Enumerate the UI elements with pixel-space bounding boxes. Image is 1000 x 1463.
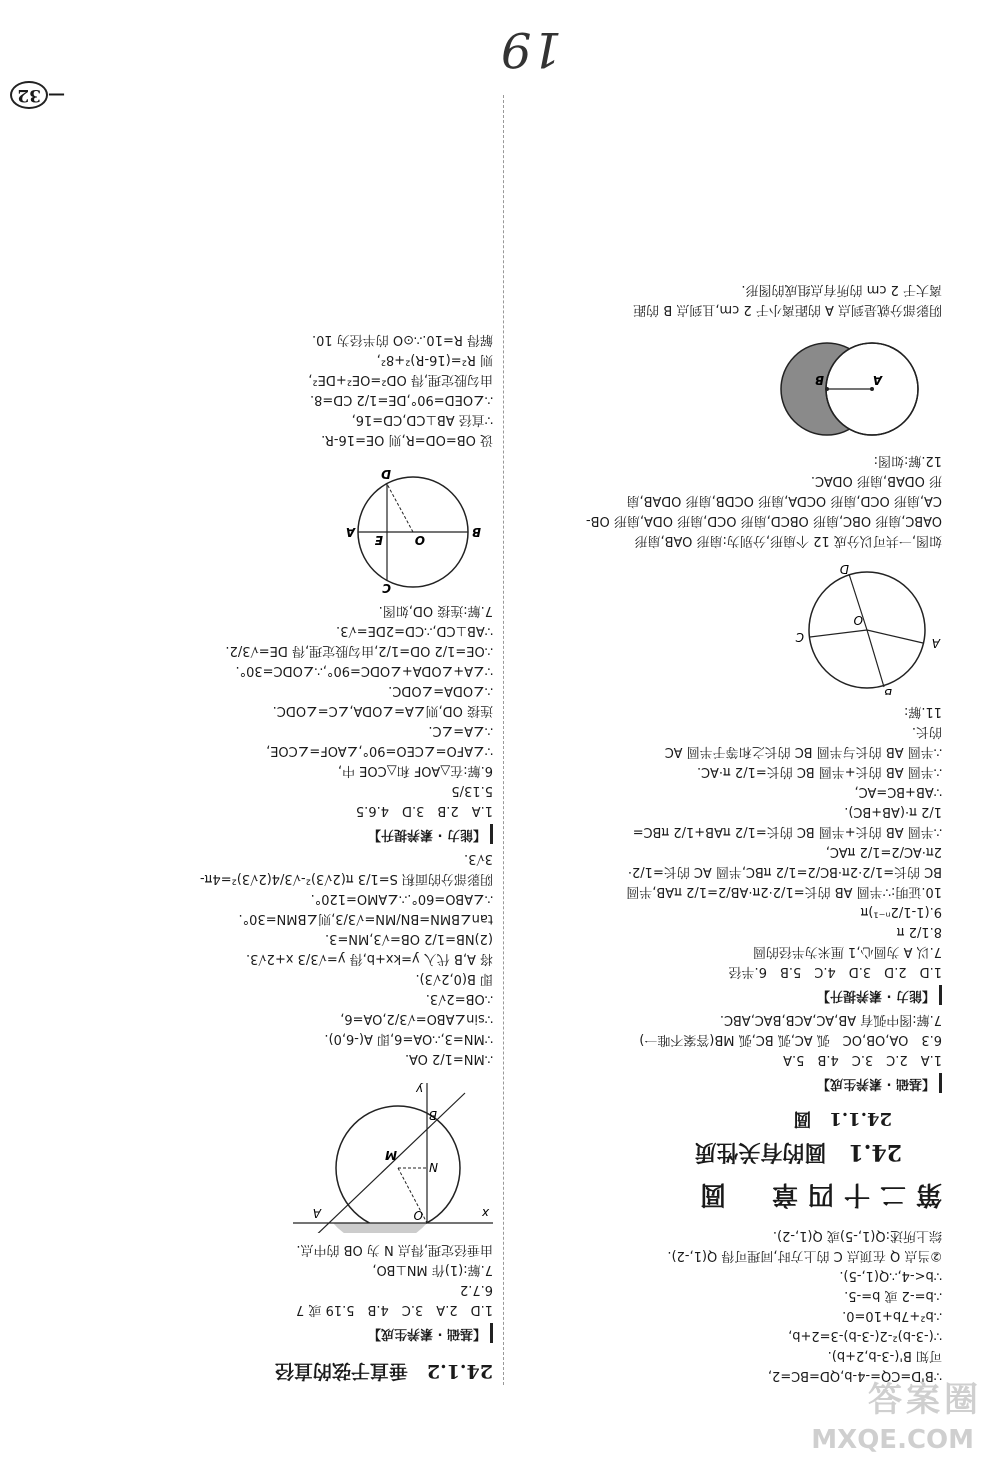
answer-line: 连接 OD,则∠A=∠ODA,∠C=∠ODC.: [272, 703, 493, 718]
tag-label: 【基础 · 素养生成】: [368, 1323, 493, 1343]
answer-line: 12.解:如图:: [873, 453, 942, 468]
answer-line: 1/2 π·(AB+BC).: [844, 804, 942, 819]
axes-figure: [48, 1076, 493, 1233]
answer-line: 3√3.: [464, 851, 493, 866]
answer-line: ∵(-3-b)²-2(-3-b)-3=2+b,: [788, 1328, 942, 1343]
figure-label: A: [931, 636, 940, 650]
answer-line: 1.D 2.D 3.D 4.C 5.B 6.半径: [728, 964, 942, 979]
answer-line: ∵∠AFO=∠CEO=90°,∠AOF=∠COE,: [266, 743, 493, 758]
answer-line: 6.7.2: [459, 1282, 493, 1297]
page-number: —32: [10, 85, 65, 105]
answer-line: BC 的长=1/2·2π·BC/2=1/2 πBC,半圆 AC 的长=1/2·: [627, 864, 942, 879]
answer-line: ∵直径 AB⊥CD,CD=16,: [351, 412, 493, 427]
answer-line: 9.(1-1/2ⁿ⁻¹)π: [860, 904, 942, 919]
answer-line: 综上所述:Q(1,-5)或 Q(1,-2).: [772, 1228, 942, 1243]
right-column: [48, 329, 493, 1385]
answer-line: 离大于 2 cm 的所有点组成的图形.: [741, 282, 942, 297]
answer-line: 则 R²=(16-R)²+8²,: [376, 352, 493, 367]
figure-label: B: [428, 1108, 437, 1122]
handwritten-mark: 19: [500, 21, 562, 77]
answer-line: ∵∠A+∠ODA+∠ODC=90°,∴∠ODC=30°.: [235, 663, 493, 678]
answer-line: 7.解:图中弧有 AB,AC,ACB,BAC,ABC.: [719, 1012, 942, 1027]
subsection-title: 24.1.2 垂直于弦的直径: [274, 1360, 493, 1382]
section-tag: [497, 981, 942, 1009]
answer-line: 7.解:(1)作 MN⊥BO,: [372, 1262, 493, 1277]
tag-label: 【基础 · 素养生成】: [817, 1073, 942, 1093]
tag-label: 【能力 · 素养提升】: [368, 824, 493, 844]
answer-line: ∴半圆 AB 的长与半圆 BC 的长之和等于半圆 AC: [664, 744, 942, 759]
answer-line: 8.1/2 π: [896, 924, 942, 939]
left-column: [497, 279, 942, 1385]
answer-line: ∵MN=3,∴OA=6,即 A(-6,0).: [324, 1031, 493, 1046]
answer-line: 的长.: [911, 724, 942, 739]
answer-line: ∴MN=1/2 OA.: [405, 1051, 493, 1066]
answer-line: 形 ODAB,扇形 ODAC.: [810, 473, 942, 488]
answer-line: ∴∠A=∠C.: [428, 723, 493, 738]
figure-label: D: [839, 565, 849, 576]
answer-line: ∴OB=2√3.: [425, 991, 493, 1006]
subsection-title: 24.1.1 圆: [793, 1108, 892, 1129]
figure-label: A: [345, 525, 355, 539]
answer-line: 可知 B'(-3-b,2+b).: [827, 1348, 942, 1363]
answer-line: ②当点 Q 在顶点 C 的上方时,同理可得 Q(1,-2).: [667, 1248, 942, 1263]
figure-label: A: [312, 1206, 321, 1220]
figure-label: M: [385, 1148, 397, 1162]
answer-line: (2)NB=1/2 OB=√3,MN=3.: [325, 931, 493, 946]
answer-line: ∴半圆 AB 的长+半圆 BC 的长=1/2 πAB+1/2 πBC=: [632, 824, 942, 839]
answer-line: 2π·AC/2=1/2 πAC,: [825, 844, 942, 859]
answer-line: ∴OE=1/2 OD=1/2,由勾股定理,得 DE=√3/2.: [225, 643, 493, 658]
figure-label: O: [413, 1208, 423, 1222]
figure-label: y: [415, 1083, 423, 1096]
figure-label: C: [382, 581, 391, 594]
answer-line: 由勾股定理,得 OD²=OE²+DE²,: [308, 372, 493, 387]
figure-label: x: [481, 1206, 489, 1220]
answer-line: 1.A 2.C 3.C 4.B 5.A: [783, 1052, 942, 1067]
answer-line: ∵sin∠ABO=√3/2,OA=6,: [340, 1011, 493, 1026]
answer-line: 7.以 A 为圆心,1 厘米为半径的圆: [752, 944, 942, 959]
answer-line: ∴半圆 AB 的长+半圆 BC 的长=1/2 π·AC.: [696, 764, 942, 779]
answer-line: ∴∠OED=90°,DE=1/2 CD=8.: [309, 392, 493, 407]
answer-line: tan∠BMN=BN/MN=√3/3,则∠BMN=30°.: [238, 911, 493, 926]
answer-line: ∵B'D=CQ=-4-b,QD=BC=2,: [767, 1368, 942, 1383]
figure-label: B: [883, 686, 892, 695]
sectors-figure: [497, 558, 942, 695]
answer-line: ∴b²+7b+10=0.: [842, 1308, 942, 1323]
answer-line: 即 B(0,2√3).: [415, 971, 493, 986]
answer-line: CA,扇形 OCD,扇形 OCDA,扇形 OCDB,扇形 ODAB,扇: [626, 493, 942, 508]
answer-line: 如图,一共可以分成 12 个扇形,分别为:扇形 OAB,扇形: [634, 533, 942, 548]
answer-line: 10.证明:∵半圆 AB 的长=1/2·2π·AB/2=1/2 πAB,半圆: [626, 884, 942, 899]
answer-line: 将 A,B 代入 y=kx+b,得 y=√3/3 x+2√3.: [245, 951, 493, 966]
tag-label: 【能力 · 素养提升】: [817, 985, 942, 1005]
chapter-title: 第二十四章 圆: [689, 1179, 942, 1209]
section-title: 24.1 圆的有关性质: [694, 1139, 902, 1165]
answer-line: OABC,扇形 OBC,扇形 OBCD,扇形 OCD,扇形 ODA,扇形 OB-: [585, 513, 942, 528]
answer-line: 1.A 2.B 3.D 4.6.5: [355, 803, 493, 818]
figure-label: A: [872, 373, 882, 387]
answer-line: 阴影部分就是到点 A 的距离小于 2 cm,且到点 B 的距: [633, 302, 942, 317]
answer-line: ∵b<-4,∴Q(1,-5).: [839, 1268, 942, 1283]
section-tag: [497, 1069, 942, 1097]
section-tag: [48, 1319, 493, 1347]
answer-line: 由垂径定理,得点 N 为 OB 的中点.: [296, 1242, 493, 1257]
figure-label: D: [381, 467, 391, 481]
answer-line: ∴b=-2 或 b=-5.: [844, 1288, 942, 1303]
answer-line: ∵AB⊥CD,∴CD=2DE=√3.: [336, 623, 493, 638]
answer-line: 7.解:连接 OD,如图.: [378, 603, 493, 618]
answer-line: 6.3 OA,OB,OC 弧 AC,弧 BC,弧 MB(答案不唯一): [639, 1032, 942, 1047]
answer-line: 设 OB=OD=R,则 OE=16-R.: [321, 432, 493, 447]
figure-label: O: [414, 533, 425, 547]
watermark-url: MXQE.COM: [811, 1425, 974, 1455]
section-tag: [48, 820, 493, 848]
figure-label: O: [853, 613, 863, 627]
answer-line: 11.解:: [903, 704, 942, 719]
figure-label: B: [814, 373, 824, 387]
answer-line: 5.13/5: [451, 783, 493, 798]
answer-line: 解得 R=10.∴⊙O 的半径为 10.: [311, 332, 493, 347]
answer-line: ∴∠ABO=60°.∴∠AMO=120°.: [310, 891, 493, 906]
answer-line: ∵AB+BC=AC,: [854, 784, 942, 799]
watermark-logo: 答案圈: [868, 1380, 982, 1420]
column-divider: [503, 95, 504, 1385]
answer-line: 1.D 2.A 3.C 4.B 5.19 或 7: [296, 1302, 493, 1317]
figure-label: E: [374, 533, 383, 547]
answer-line: ∴∠ODA=∠ODC.: [388, 683, 493, 698]
figure-label: B: [471, 525, 481, 539]
chord-figure: [48, 457, 493, 594]
answer-line: 6.解:在△AOF 和△COE 中,: [337, 763, 493, 778]
twocircles-figure: [497, 327, 942, 444]
figure-label: C: [795, 630, 804, 644]
figure-label: N: [429, 1160, 438, 1174]
answer-line: 阴影部分的面积 S=1/3 π(2√3)²-√3/4(2√3)²=4π-: [199, 871, 493, 886]
